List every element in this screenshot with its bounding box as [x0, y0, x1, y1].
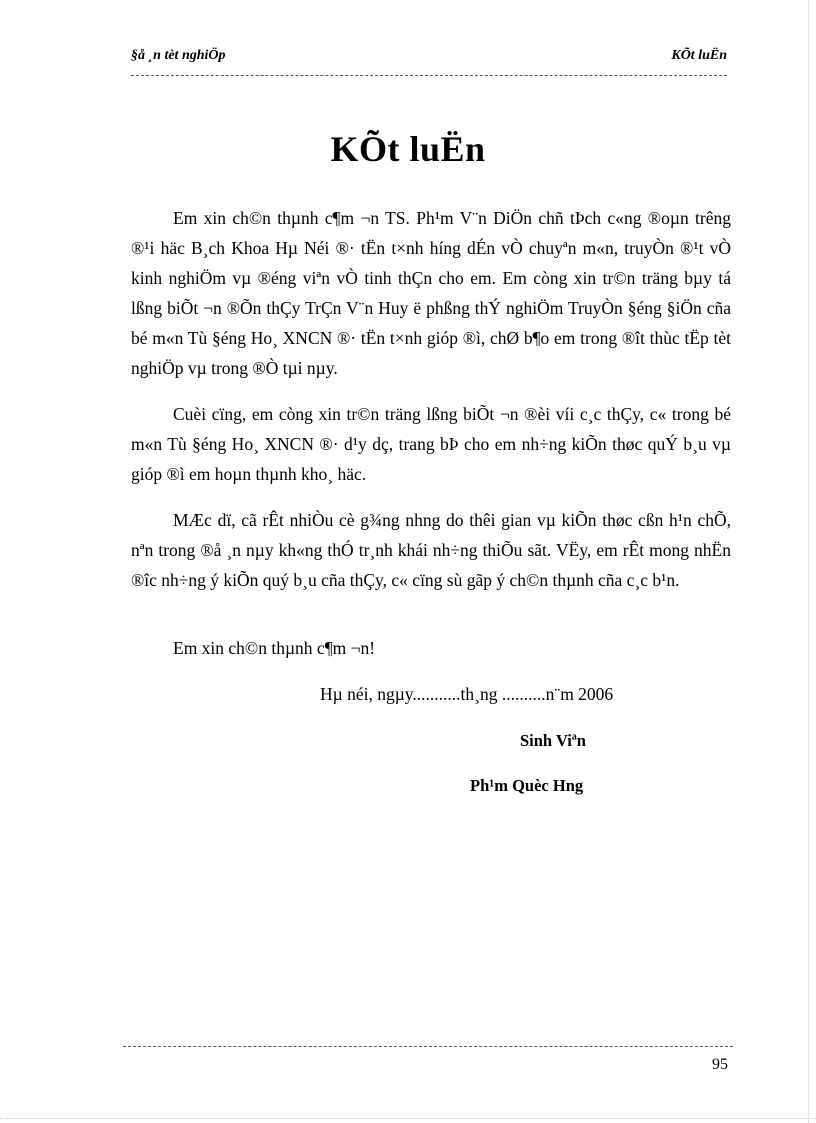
paragraph-acknowledgement-3 — [131, 505, 731, 595]
page-title: KÕt luËn — [330, 129, 486, 169]
header-document-title: §å ¸n tèt nghiÖp — [131, 48, 226, 63]
paragraph-text: Cuèi cïng, em còng xin tr©n träng lßng biÕt ¬n ®èi víi c¸c thÇy, c« trong bé m«n Tù §éng Ho¸ XNCN ®· d¹y dç, trang bÞ cho em nh÷ng kiÕn thøc quÝ b¸u vµ gióp ®ì em hoµn thµnh kho¸ häc. — [131, 404, 731, 484]
page-header — [131, 46, 727, 70]
header-section-title: KÕt luËn — [671, 48, 727, 63]
page-number: 95 — [712, 1056, 728, 1073]
paragraph-text: Em xin ch©n thµnh c¶m ¬n! — [173, 638, 376, 658]
signature-role: Sinh Viªn — [520, 731, 586, 750]
header-divider — [131, 75, 727, 76]
footer-divider — [123, 1046, 733, 1047]
signature-date-line: Hµ néi, ngµy...........th¸ng ..........n¨m 2006 — [320, 684, 614, 704]
paragraph-text: Em xin ch©n thµnh c¶m ¬n TS. Ph¹m V¨n DiÖn chñ tÞch c«ng ®oµn trêng ®¹i häc B¸ch Khoa Hµ Néi ®· tËn t×nh híng dÉn vÒ chuyªn m«n, truyÒn ®¹t vÒ kinh nghiÖm vµ ®éng viªn vÒ tinh thÇn cho em. Em còng xin tr©n träng bµy tá lßng biÕt ¬n ®Õn thÇy TrÇn V¨n Huy ë phßng thÝ nghiÖm TruyÒn §éng §iÖn cña bé m«n Tù §éng Ho¸ XNCN ®· tËn t×nh gióp ®ì, chØ b¶o em trong ®ît thùc tËp tèt nghiÖp vµ trong ®Ò tµi nµy. — [131, 208, 731, 378]
paragraph-text: MÆc dï, cã rÊt nhiÒu cè g¾ng nhng do thêi gian vµ kiÕn thøc cßn h¹n chÕ, nªn trong ®å ¸n nµy kh«ng thÓ tr¸nh khái nh÷ng thiÕu sãt. VËy, em rÊt mong nhËn ®îc nh÷ng ý kiÕn quý b¸u cña thÇy, c« cïng sù gãp ý ch©n thµnh cña c¸c b¹n. — [131, 510, 731, 590]
page-edge-bottom — [0, 1118, 816, 1120]
paragraph-acknowledgement-2 — [131, 399, 731, 489]
signature-name: Ph¹m Quèc Hng — [470, 776, 584, 795]
paragraph-acknowledgement-1 — [131, 203, 731, 383]
paragraph-closing-thanks — [131, 633, 731, 663]
